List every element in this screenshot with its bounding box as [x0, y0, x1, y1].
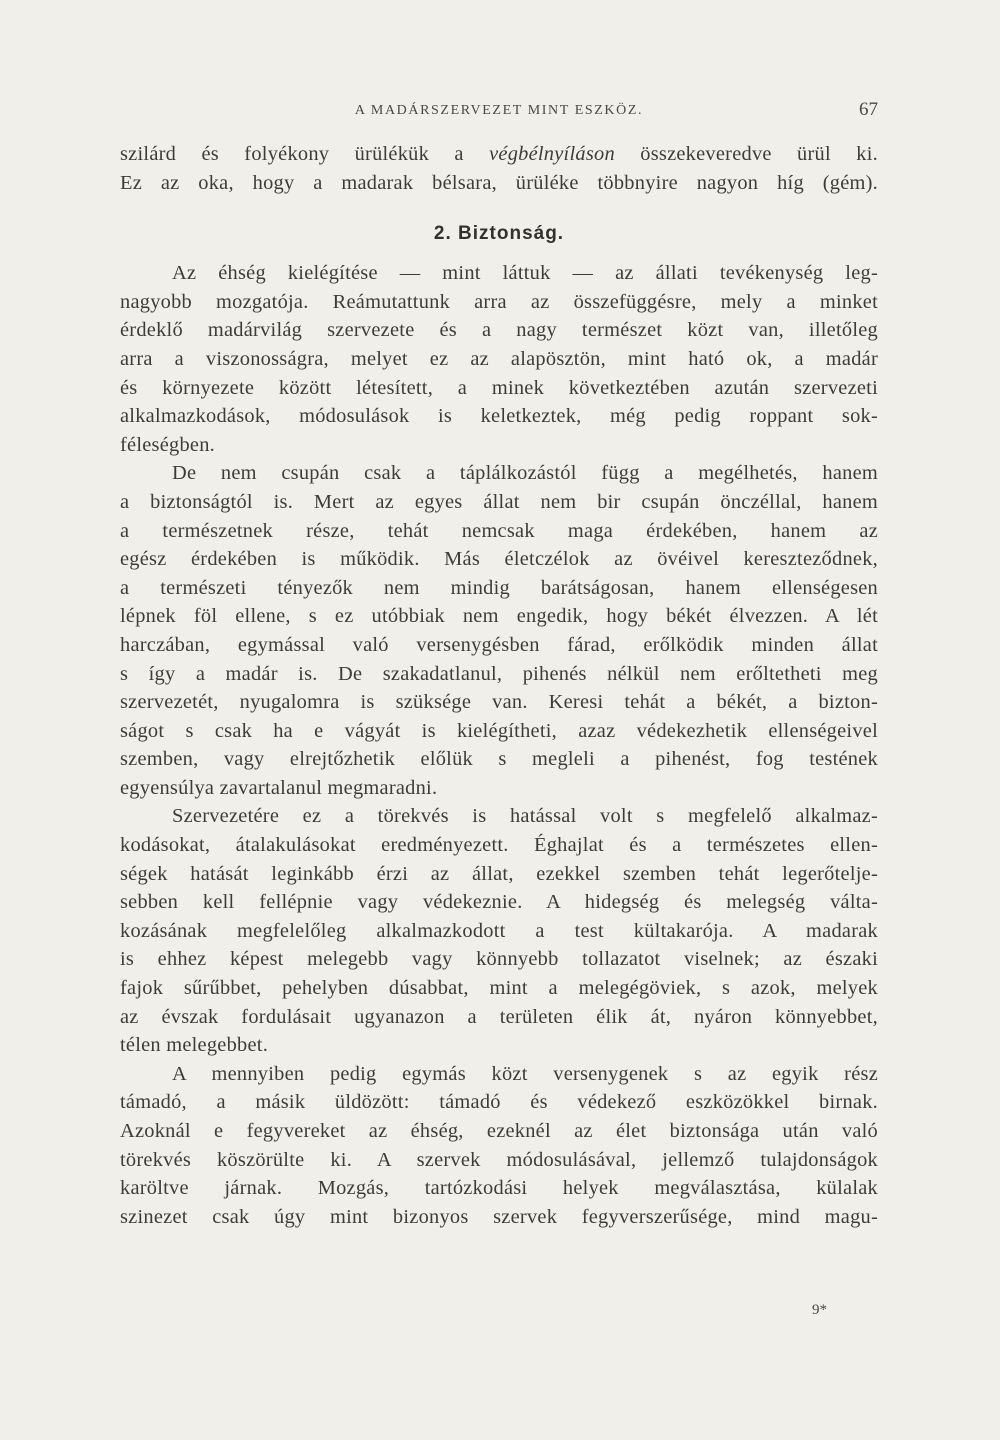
text-line: ságot s csak ha e vágyát is kielégítheti, azaz védekezhetik ellenségeivel: [120, 719, 878, 742]
text-line: egyensúlya zavartalanul megmaradni.: [120, 776, 438, 799]
text-line: féleségben.: [120, 433, 216, 456]
text-line: támadó, a másik üldözött: támadó és védekező eszközökkel birnak.: [120, 1091, 878, 1114]
text-line: az évszak fordulásait ugyanazon a területen élik át, nyáron könnyebbet,: [120, 1005, 878, 1028]
text-line: A mennyiben pedig egymás közt versenygenek s az egyik rész: [172, 1062, 878, 1085]
text-line: egész érdekében is működik. Más életczélok az övéivel kereszteződnek,: [120, 548, 878, 571]
text-line: a természeti tényezők nem mindig barátságosan, hanem ellenségesen: [120, 576, 878, 599]
text-line: szervezetét, nyugalomra is szüksége van. Keresi tehát a békét, a bizton-: [120, 691, 878, 714]
text-line: is ehhez képest melegebb vagy könnyebb tollazatot viselnek; az északi: [120, 948, 878, 971]
text-line: a biztonságtól is. Mert az egyes állat nem bir csupán önczéllal, hanem: [120, 490, 878, 513]
text-line: fajok sűrűbbet, pehelyben dúsabbat, mint a melegégöviek, s azok, melyek: [120, 977, 878, 1000]
running-title: A MADÁRSZERVEZET MINT ESZKÖZ.: [354, 103, 644, 118]
text-line: arra a viszonosságra, melyet ez az alapösztön, mint ható ok, a madár: [120, 347, 878, 370]
text-span: szilárd és folyékony ürülékük a: [120, 143, 464, 165]
text-line: érdeklő madárvilág szervezete és a nagy természet közt van, illetőleg: [120, 319, 878, 342]
body-text: [120, 140, 878, 1231]
text-line: a természetnek része, tehát nemcsak maga érdekében, hanem az: [120, 519, 878, 542]
text-line: De nem csupán csak a táplálkozástól függ a megélhetés, hanem: [172, 462, 878, 485]
text-span: összekeveredve ürül ki.: [640, 143, 878, 165]
text-line: kodásokat, átalakulásokat eredményezett. Éghajlat és a természetes ellen-: [120, 834, 878, 857]
italic-term: végbélnyíláson: [489, 143, 615, 165]
text-line: [120, 140, 878, 169]
text-line: és környezete között létesített, a minek következtében azután szervezeti: [120, 376, 878, 399]
paragraph: [120, 1060, 878, 1232]
text-line: ségek hatását leginkább érzi az állat, ezekkel szemben tehát legerőtelje-: [120, 862, 878, 885]
running-header: [120, 99, 878, 127]
text-line: alkalmazkodások, módosulások is keletkeztek, még pedig roppant sok-: [120, 405, 878, 428]
paragraph: [120, 459, 878, 802]
text-line: szinezet csak úgy mint bizonyos szervek fegyverszerűsége, mind magu-: [120, 1205, 878, 1228]
section-heading: 2. Biztonság.: [433, 223, 565, 245]
text-line: Az éhség kielégítése — mint láttuk — az állati tevékenység leg-: [172, 262, 878, 285]
text-line: Ez az oka, hogy a madarak bélsara, ürüléke többnyire nagyon híg (gém).: [120, 171, 878, 194]
text-line: törekvés köszörülte ki. A szervek módosulásával, jellemző tulajdonságok: [120, 1148, 878, 1171]
page-number: 67: [859, 99, 878, 120]
text-line: Azoknál e fegyvereket az éhség, ezeknél az élet biztonsága után való: [120, 1120, 878, 1142]
text-line: kozásának megfelelőleg alkalmazkodott a test kültakarója. A madarak: [120, 919, 878, 942]
text-line: s így a madár is. De szakadatlanul, pihenés nélkül nem erőltetheti meg: [120, 662, 878, 685]
text-line: sebben kell fellépnie vagy védekeznie. A hidegség és melegség válta-: [120, 891, 878, 914]
text-line: lépnek föl ellene, s ez utóbbiak nem engedik, hogy békét élvezzen. A lét: [120, 605, 878, 628]
text-line: Szervezetére ez a törekvés is hatással volt s megfelelő alkalmaz-: [172, 805, 878, 828]
text-line: télen melegebbet.: [120, 1034, 269, 1057]
paragraph: [120, 802, 878, 1059]
paragraph: [120, 259, 878, 459]
text-line: harczában, egymással való versenygésben fárad, erőlködik minden állat: [120, 633, 878, 656]
text-line: karöltve járnak. Mozgás, tartózkodási helyek megválasztása, külalak: [120, 1177, 878, 1200]
text-line: nagyobb mozgatója. Reámutattunk arra az összefüggésre, mely a minket: [120, 290, 878, 313]
printer-signature-mark: 9*: [812, 1302, 827, 1318]
text-line: szemben, vagy elrejtőzhetik előlük s megleli a pihenést, fog testének: [120, 748, 878, 771]
